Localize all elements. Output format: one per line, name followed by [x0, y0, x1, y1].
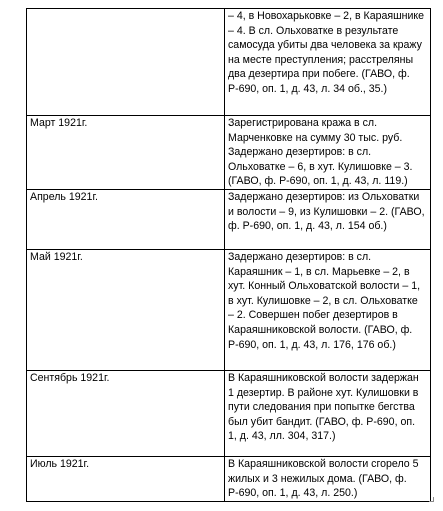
table-row — [27, 370, 431, 456]
text-cell: В Караяшниковской волости задержан 1 дезертир. В районе хут. Кулишовки в пути следования при попытке бегства был убит бандит. (ГАВО, ф. Р-690, оп. 1, д. 43, лл. 304, 317.) — [225, 370, 431, 456]
text-cell: Задержано дезертиров: из Ольховатки и волости – 9, из Кулишовки – 2. (ГАВО, ф. Р-690, оп. 1, д. 43, л. 154 об.) — [225, 189, 431, 249]
table-body — [27, 9, 431, 502]
table-row — [27, 116, 431, 190]
date-cell: Сентябрь 1921г. — [27, 370, 225, 456]
text-cell: Зарегистрирована кража в сл. Марченковке на сумму 30 тыс. руб. Задержано дезертиров: в сл. Ольховатке – 6, в хут. Кулишовке – 3. (ГАВО, ф. Р-690, оп. 1, д. 43, л. 119.) — [225, 116, 431, 190]
text-cell: Задержано дезертиров: в сл. Караяшник – 1, в сл. Марьевке – 2, в хут. Конный Ольховатской волости – 1, в хут. Кулишовке – 2, в сл. Ольховатке – 2. Совершен побег дезертиров в Караяшниковской волости. (ГАВО, ф. Р-690, оп. 1, д. 43, л. 176, 176 об.) — [225, 249, 431, 370]
date-cell: Июль 1921г. — [27, 456, 225, 501]
date-cell: Апрель 1921г. — [27, 189, 225, 249]
table-row — [27, 189, 431, 249]
table-end-mark — [429, 497, 434, 502]
text-cell: В Караяшниковской волости сгорело 5 жилых и 3 нежилых дома. (ГАВО, ф. Р-690, оп. 1, д. 43, л. 250.) — [225, 456, 431, 501]
date-cell: Март 1921г. — [27, 116, 225, 190]
date-cell: Май 1921г. — [27, 249, 225, 370]
archive-table — [26, 8, 431, 502]
table-row — [27, 249, 431, 370]
date-cell — [27, 9, 225, 116]
text-cell: – 4, в Новохарьковке – 2, в Караяшнике – 4. В сл. Ольховатке в результате самосуда убиты два человека за кражу на месте преступления; расстреляны два дезертира при побеге. (ГАВО, ф. Р-690, оп. 1, д. 43, л. 34 об., 35.) — [225, 9, 431, 116]
table-row — [27, 9, 431, 116]
table-row — [27, 456, 431, 501]
